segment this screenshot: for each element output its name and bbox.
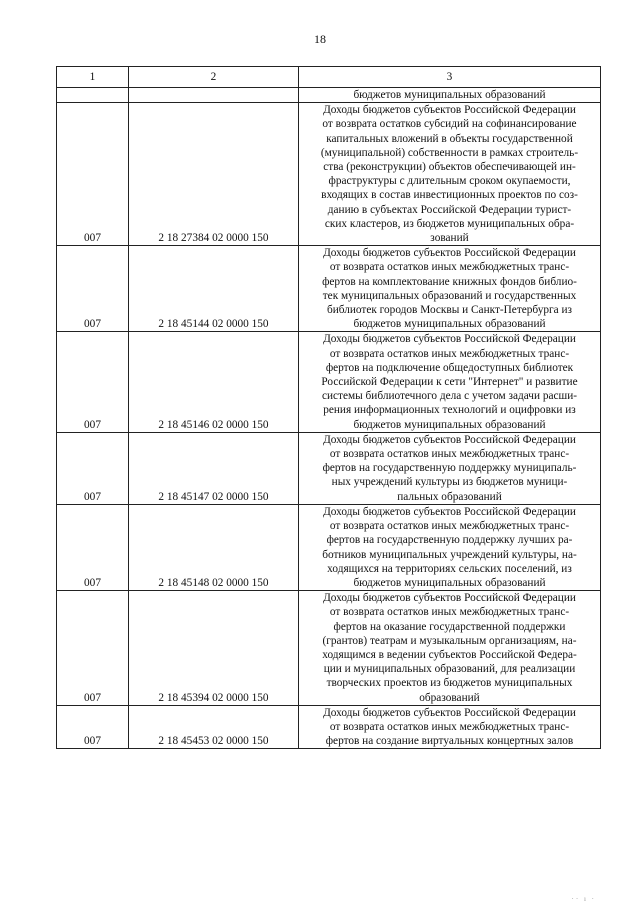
description-line: рения информационных технологий и оцифровки из: [323, 404, 576, 417]
description-line: ции и муниципальных образований, для реализации: [323, 663, 576, 676]
description-line: тек муниципальных образований и государственных: [322, 289, 577, 302]
description-line: от возврата остатков иных межбюджетных транс-: [329, 606, 570, 619]
table-row: [57, 432, 601, 504]
admin-code-cell: 007: [57, 591, 129, 706]
table-row: [57, 591, 601, 706]
admin-code-cell: 007: [57, 332, 129, 432]
budget-classification-code-cell: 2 18 45148 02 0000 150: [129, 504, 299, 590]
income-description-cell: [299, 504, 601, 590]
admin-code-cell: 007: [57, 705, 129, 749]
budget-classification-code-cell: 2 18 45147 02 0000 150: [129, 432, 299, 504]
table-row: [57, 103, 601, 246]
description-line: бюджетов муниципальных образований: [353, 89, 546, 101]
description-line: данию в субъектах Российской Федерации турист-: [327, 203, 572, 216]
table-row: [57, 332, 601, 432]
description-line: фертов на государственную поддержку лучших ра-: [326, 534, 573, 547]
description-line: зований: [430, 232, 469, 245]
description-line: ботников муниципальных учреждений культуры, на-: [322, 548, 577, 561]
admin-code-cell: 007: [57, 504, 129, 590]
admin-code-cell: [57, 88, 129, 103]
budget-classification-code-cell: 2 18 45394 02 0000 150: [129, 591, 299, 706]
description-line: ства (реконструкции) объектов обеспечивающей ин-: [323, 161, 576, 174]
admin-code-cell: 007: [57, 246, 129, 332]
description-line: фертов на оказание государственной поддержки: [333, 620, 566, 633]
description-line: (грантов) театрам и музыкальным организациям, на-: [322, 634, 577, 647]
description-line: бюджетов муниципальных образований: [353, 576, 546, 589]
description-line: ских кластеров, из бюджетов муниципальных обра-: [324, 217, 575, 230]
description-line: системы библиотечного дела с учетом задачи расши-: [321, 390, 578, 403]
description-line: библиотек городов Москвы и Санкт-Петербурга из: [326, 304, 573, 317]
description-line: творческих проектов из бюджетов муниципальных: [326, 677, 573, 690]
description-line: (муниципальной) собственности в рамках строитель-: [320, 146, 579, 159]
description-line: от возврата остатков иных межбюджетных транс-: [329, 261, 570, 274]
description-line: ных учреждений культуры из бюджетов муници-: [331, 476, 568, 489]
description-line: пальных образований: [397, 490, 502, 503]
table-row: [57, 246, 601, 332]
budget-classification-code-cell: 2 18 45146 02 0000 150: [129, 332, 299, 432]
description-line: фертов на государственную поддержку муниципаль-: [322, 462, 577, 475]
description-line: бюджетов муниципальных образований: [353, 418, 546, 431]
description-line: ходящимся в ведении субъектов Российской Федера-: [322, 648, 577, 661]
income-description-cell: [299, 591, 601, 706]
income-description-cell: [299, 432, 601, 504]
description-line: Доходы бюджетов субъектов Российской Федерации: [323, 706, 576, 719]
description-line: фертов на подключение общедоступных библиотек: [325, 361, 574, 374]
margin-scribble: ·· ı ·: [571, 895, 596, 903]
description-line: Доходы бюджетов субъектов Российской Федерации: [323, 505, 576, 518]
description-line: Доходы бюджетов субъектов Российской Федерации: [323, 433, 576, 446]
budget-income-table: [56, 66, 601, 749]
budget-classification-code-cell: [129, 88, 299, 103]
header-col-3: 3: [299, 67, 601, 88]
table-row: [57, 705, 601, 749]
description-line: Доходы бюджетов субъектов Российской Федерации: [323, 333, 576, 346]
description-line: Доходы бюджетов субъектов Российской Федерации: [323, 104, 576, 117]
income-description-cell: [299, 103, 601, 246]
table-body: [57, 88, 601, 749]
income-description-cell: [299, 246, 601, 332]
description-line: Доходы бюджетов субъектов Российской Федерации: [323, 247, 576, 260]
table-header-row: [57, 67, 601, 88]
description-line: от возврата остатков иных межбюджетных транс-: [329, 720, 570, 733]
description-line: фертов на комплектование книжных фондов библио-: [322, 275, 577, 288]
description-line: капитальных вложений в объекты государственной: [326, 132, 573, 145]
description-line: фраструктуры с длительным сроком окупаемости,: [328, 175, 571, 188]
budget-classification-code-cell: 2 18 45144 02 0000 150: [129, 246, 299, 332]
description-line: Российской Федерации к сети "Интернет" и развитие: [321, 376, 578, 389]
description-line: образований: [419, 691, 480, 704]
description-line: от возврата остатков иных межбюджетных транс-: [329, 347, 570, 360]
admin-code-cell: 007: [57, 103, 129, 246]
budget-classification-code-cell: 2 18 45453 02 0000 150: [129, 705, 299, 749]
header-col-1: 1: [57, 67, 129, 88]
admin-code-cell: 007: [57, 432, 129, 504]
description-line: от возврата остатков иных межбюджетных транс-: [329, 520, 570, 533]
budget-classification-code-cell: 2 18 27384 02 0000 150: [129, 103, 299, 246]
income-description-cell: [299, 705, 601, 749]
description-line: фертов на создание виртуальных концертных залов: [325, 735, 574, 748]
description-line: от возврата остатков субсидий на софинансирование: [322, 118, 577, 131]
description-line: ходящихся на территориях сельских поселений, из: [327, 562, 572, 575]
table-row: [57, 88, 601, 103]
description-line: бюджетов муниципальных образований: [353, 318, 546, 331]
table-row: [57, 504, 601, 590]
description-line: от возврата остатков иных межбюджетных транс-: [329, 448, 570, 461]
header-col-2: 2: [129, 67, 299, 88]
income-description-cell: [299, 88, 601, 103]
description-line: Доходы бюджетов субъектов Российской Федерации: [323, 592, 576, 605]
page-number: 18: [314, 32, 326, 46]
income-description-cell: [299, 332, 601, 432]
description-line: входящих в состав инвестиционных проектов по соз-: [321, 189, 578, 202]
